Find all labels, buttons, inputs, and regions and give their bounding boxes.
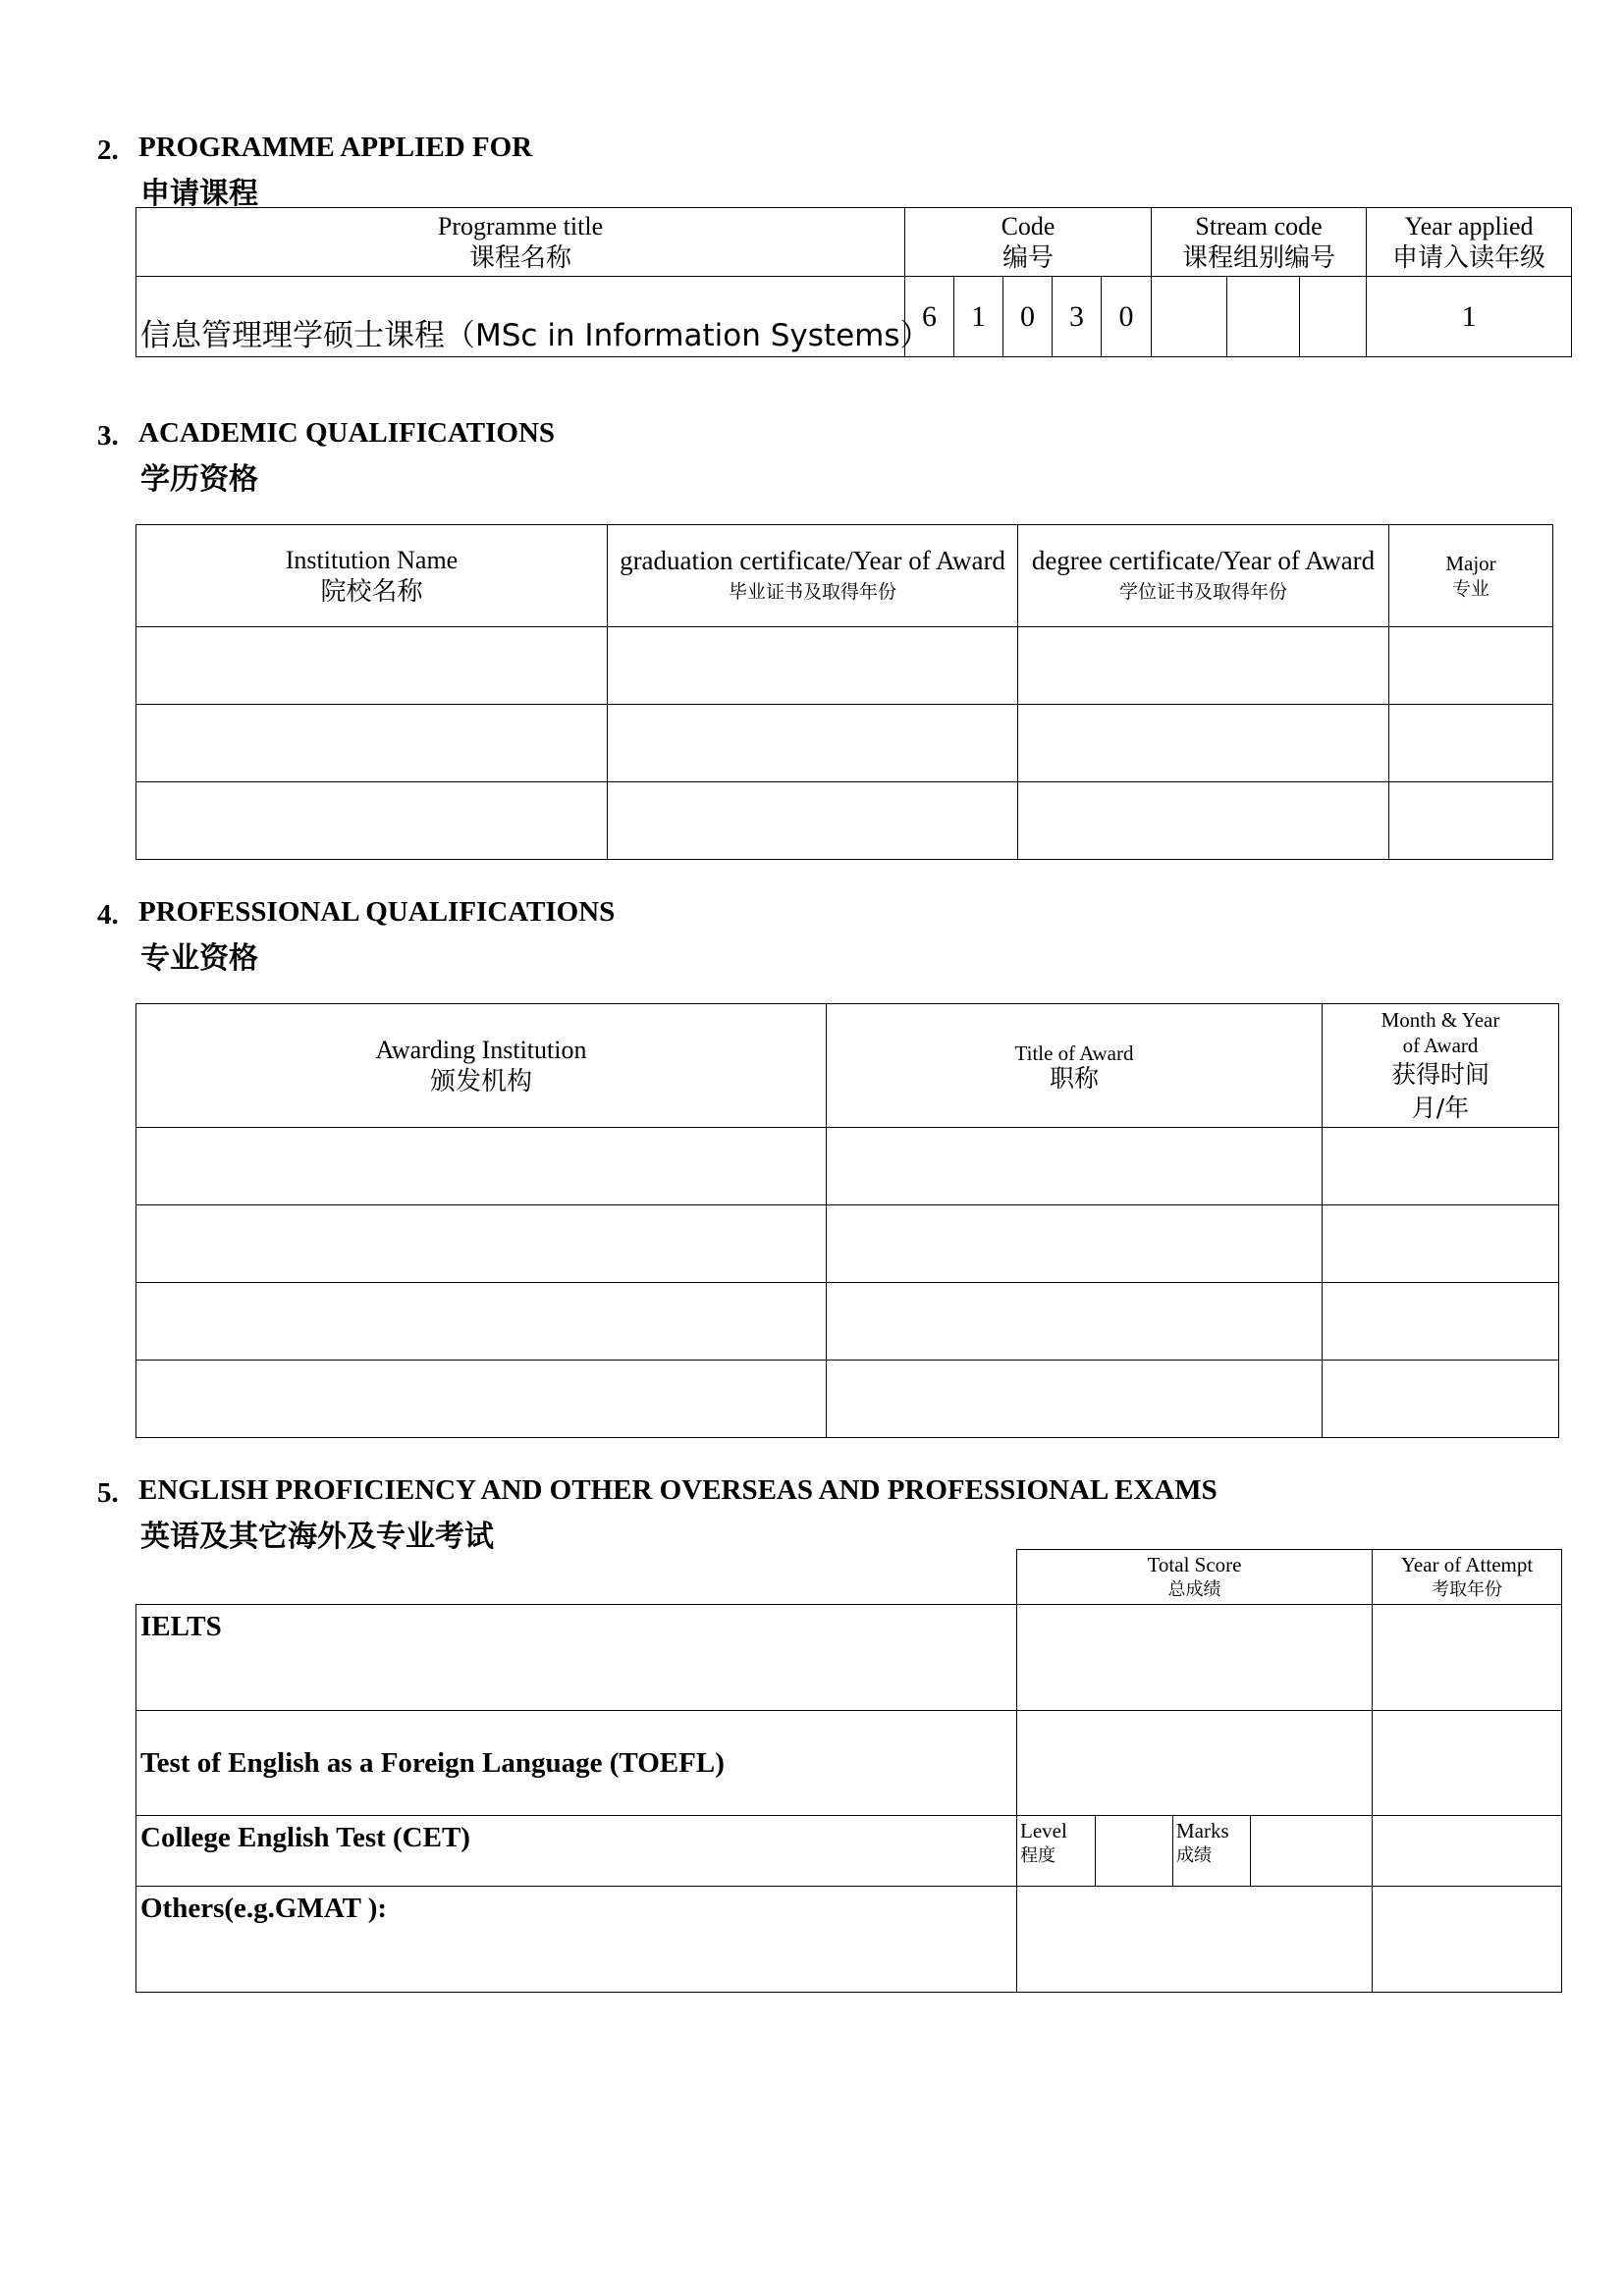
exam-others-label: Others(e.g.GMAT ): (136, 1887, 1017, 1993)
awarding-institution-header: Awarding Institution 颁发机构 (136, 1004, 827, 1128)
degree-certificate-header: degree certificate/Year of Award 学位证书及取得年份 (1018, 525, 1389, 627)
awarding-institution-field[interactable] (136, 1283, 827, 1361)
cet-level-label: Level 程度 (1017, 1816, 1096, 1887)
institution-name-field[interactable] (136, 705, 608, 782)
programme-table (135, 207, 1572, 357)
section-number: 4. (97, 899, 119, 931)
graduation-certificate-field[interactable] (608, 627, 1018, 705)
year-of-attempt-header: Year of Attempt 考取年份 (1373, 1550, 1562, 1605)
degree-certificate-field[interactable] (1018, 705, 1389, 782)
stream-code-field[interactable] (1152, 277, 1227, 357)
title-of-award-field[interactable] (827, 1283, 1323, 1361)
professional-qualifications-table (135, 1003, 1559, 1438)
toefl-year-field[interactable] (1373, 1711, 1562, 1816)
section-number: 2. (97, 134, 119, 166)
cet-marks-field[interactable] (1251, 1816, 1373, 1887)
month-year-field[interactable] (1323, 1283, 1559, 1361)
major-field[interactable] (1389, 705, 1553, 782)
section-number: 5. (97, 1477, 119, 1509)
total-score-header: Total Score 总成绩 (1017, 1550, 1373, 1605)
major-header: Major 专业 (1389, 525, 1553, 627)
section-number: 3. (97, 420, 119, 452)
cet-year-field[interactable] (1373, 1816, 1562, 1887)
section-subtitle: 申请课程 (140, 177, 258, 211)
cet-marks-label: Marks 成绩 (1173, 1816, 1251, 1887)
institution-name-header: Institution Name 院校名称 (136, 525, 608, 627)
section-title: ENGLISH PROFICIENCY AND OTHER OVERSEAS AND PROFESSIONAL EXAMS (138, 1474, 1218, 1506)
blank-header-cell (136, 1550, 1017, 1605)
section-subtitle: 学历资格 (140, 462, 258, 497)
section-subtitle: 英语及其它海外及专业考试 (140, 1520, 494, 1554)
academic-qualifications-table (135, 524, 1553, 860)
awarding-institution-field[interactable] (136, 1205, 827, 1283)
others-total-score-field[interactable] (1017, 1887, 1373, 1993)
code-digit-field[interactable]: 0 (1102, 277, 1152, 357)
month-year-of-award-header: Month & Year of Award 获得时间 月/年 (1323, 1004, 1559, 1128)
year-applied-field[interactable]: 1 (1367, 277, 1572, 357)
title-of-award-header: Title of Award 职称 (827, 1004, 1323, 1128)
section-title: PROFESSIONAL QUALIFICATIONS (138, 896, 616, 928)
exam-ielts-label: IELTS (136, 1605, 1017, 1711)
graduation-certificate-field[interactable] (608, 705, 1018, 782)
code-digit-field[interactable]: 3 (1053, 277, 1102, 357)
code-digit-field[interactable]: 1 (954, 277, 1003, 357)
code-header: Code 编号 (905, 208, 1152, 277)
institution-name-field[interactable] (136, 782, 608, 860)
graduation-certificate-header: graduation certificate/Year of Award 毕业证书及取得年份 (608, 525, 1018, 627)
title-of-award-field[interactable] (827, 1128, 1323, 1205)
toefl-total-score-field[interactable] (1017, 1711, 1373, 1816)
major-field[interactable] (1389, 782, 1553, 860)
stream-code-header: Stream code 课程组别编号 (1152, 208, 1367, 277)
major-field[interactable] (1389, 627, 1553, 705)
degree-certificate-field[interactable] (1018, 782, 1389, 860)
title-of-award-field[interactable] (827, 1205, 1323, 1283)
awarding-institution-field[interactable] (136, 1128, 827, 1205)
ielts-year-field[interactable] (1373, 1605, 1562, 1711)
others-year-field[interactable] (1373, 1887, 1562, 1993)
section-title: ACADEMIC QUALIFICATIONS (138, 417, 556, 449)
title-of-award-field[interactable] (827, 1361, 1323, 1438)
month-year-field[interactable] (1323, 1205, 1559, 1283)
year-applied-header: Year applied 申请入读年级 (1367, 208, 1572, 277)
month-year-field[interactable] (1323, 1128, 1559, 1205)
exam-cet-label: College English Test (CET) (136, 1816, 1017, 1887)
exams-table (135, 1549, 1562, 1993)
graduation-certificate-field[interactable] (608, 782, 1018, 860)
code-digit-field[interactable]: 6 (905, 277, 954, 357)
stream-code-field[interactable] (1227, 277, 1300, 357)
degree-certificate-field[interactable] (1018, 627, 1389, 705)
section-subtitle: 专业资格 (140, 941, 258, 976)
section-title: PROGRAMME APPLIED FOR (138, 132, 533, 163)
month-year-field[interactable] (1323, 1361, 1559, 1438)
institution-name-field[interactable] (136, 627, 608, 705)
programme-name-field[interactable]: 信息管理理学硕士课程（MSc in Information Systems） (136, 277, 905, 357)
cet-level-field[interactable] (1096, 1816, 1173, 1887)
awarding-institution-field[interactable] (136, 1361, 827, 1438)
exam-toefl-label: Test of English as a Foreign Language (TOEFL) (136, 1711, 1017, 1816)
ielts-total-score-field[interactable] (1017, 1605, 1373, 1711)
stream-code-field[interactable] (1300, 277, 1367, 357)
programme-title-header: Programme title 课程名称 (136, 208, 905, 277)
code-digit-field[interactable]: 0 (1003, 277, 1053, 357)
